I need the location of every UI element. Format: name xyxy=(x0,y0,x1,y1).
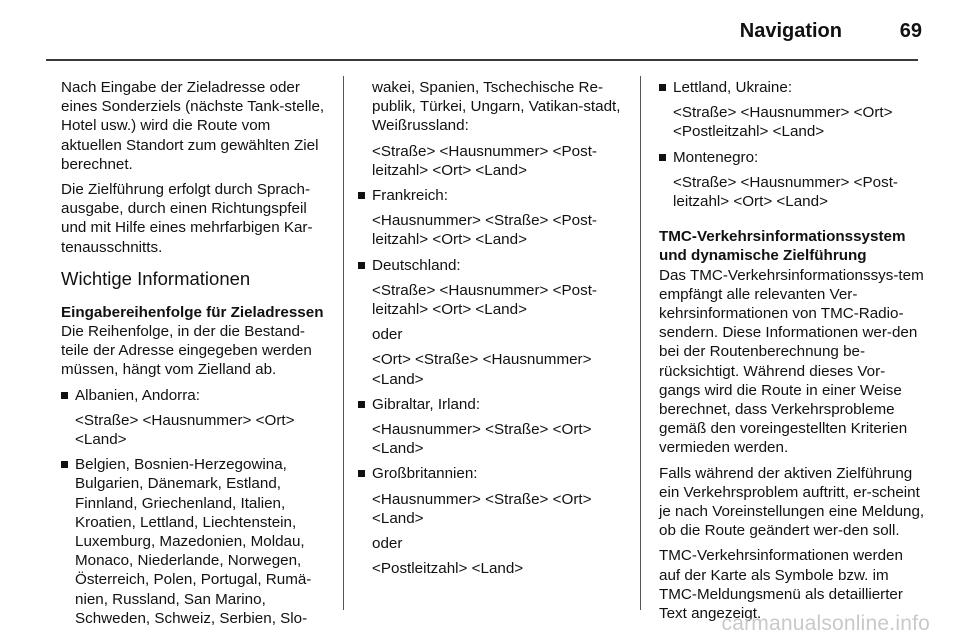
tmc-paragraph: Das TMC-Verkehrsinformationssys-tem empfängt alle relevanten Ver-kehrsinformationen von TMC-Radio-sendern. Diese Informationen wer-den bei der Routenberechnung be-rücksichtigt. Während dieses Vor-gangs wird die Route in einer Weise berechnet, dass Verkehrsprobleme gemäß den voreingestellten Kriterien vermieden werden. xyxy=(659,266,924,457)
country-label: Deutschland: xyxy=(372,256,461,274)
list-item xyxy=(358,464,624,483)
square-bullet-icon xyxy=(358,262,365,269)
guidance-paragraph: Die Zielführung erfolgt durch Sprach-ausgabe, durch einen Richtungspfeil und mit Hilfe eines mehrfarbigen Kar-tenausschnitts. xyxy=(61,181,313,256)
address-format: <Straße> <Hausnummer> <Post-leitzahl> <Ort> <Land> xyxy=(372,142,597,179)
list-item xyxy=(61,455,327,628)
address-format: <Hausnummer> <Straße> <Ort> <Land> xyxy=(372,421,592,458)
alternative-word: oder xyxy=(372,326,403,344)
square-bullet-icon xyxy=(61,392,68,399)
watermark: carmanualsonline.info xyxy=(721,612,930,635)
list-item xyxy=(358,395,624,414)
alternative-word: oder xyxy=(372,535,403,553)
square-bullet-icon xyxy=(358,470,365,477)
country-label: Lettland, Ukraine: xyxy=(673,79,793,96)
traffic-problem-paragraph: Falls während der aktiven Zielführung ein Verkehrsproblem auftritt, er-scheint je nach Voreinstellungen eine Meldung, ob die Route geändert wer-den soll. xyxy=(659,464,925,540)
column-3 xyxy=(659,78,925,629)
address-format: <Straße> <Hausnummer> <Post-leitzahl> <Ort> <Land> xyxy=(372,281,597,319)
address-format: <Straße> <Hausnummer> <Ort> <Land> xyxy=(75,411,295,449)
subheading: Eingabereihenfolge für Zieladressen xyxy=(61,303,324,321)
address-format: <Hausnummer> <Straße> <Post-leitzahl> <Ort> <Land> xyxy=(372,212,597,249)
list-item xyxy=(358,256,624,275)
tmc-subheading: TMC-Verkehrsinformationssystem und dynamische Zielführung xyxy=(659,228,906,265)
section-heading: Wichtige Informationen xyxy=(61,267,251,289)
address-format-alt: <Ort> <Straße> <Hausnummer> <Land> xyxy=(372,351,592,388)
country-label: Gibraltar, Irland: xyxy=(372,395,481,413)
tmc-display-paragraph: TMC-Verkehrsinformationen werden auf der Karte als Symbole bzw. im TMC-Meldungsmenü als detaillierter Text angezeigt. xyxy=(659,547,903,623)
country-label: Montenegro: xyxy=(673,148,759,166)
column-1 xyxy=(61,78,327,634)
column-divider-2 xyxy=(640,76,641,610)
address-format-alt: <Postleitzahl> <Land> xyxy=(372,560,524,578)
section-title: Navigation xyxy=(739,20,842,42)
address-format: <Hausnummer> <Straße> <Ort> <Land> xyxy=(372,490,592,527)
order-paragraph: Die Reihenfolge, in der die Bestand-teile der Adresse eingegeben werden müssen, hängt vom Zielland ab. xyxy=(61,323,312,379)
square-bullet-icon xyxy=(358,192,365,199)
country-label: Belgien, Bosnien-Herzegowina, Bulgarien, Dänemark, Estland, Finnland, Griechenland, Italien, Kroatien, Lettland, Liechtenstein, Luxemburg, Mazedonien, Moldau, Monaco, Niederlande, Norwegen, Österreich, Polen, Portugal, Rumä-nien, Russland, San Marino, Schweden, Schweiz, Serbien, Slo- xyxy=(75,456,312,627)
list-item xyxy=(358,186,624,205)
country-label: Frankreich: xyxy=(372,187,448,205)
square-bullet-icon xyxy=(358,401,365,408)
column-2 xyxy=(358,78,624,584)
country-label: Albanien, Andorra: xyxy=(75,386,200,404)
country-label: Großbritannien: xyxy=(372,465,478,483)
list-item xyxy=(659,148,925,167)
list-item xyxy=(659,78,925,97)
square-bullet-icon xyxy=(659,154,666,161)
page-number: 69 xyxy=(899,20,922,42)
address-format: <Straße> <Hausnummer> <Post-leitzahl> <Ort> <Land> xyxy=(673,173,898,211)
country-label-continued: wakei, Spanien, Tschechische Re-publik, Türkei, Ungarn, Vatikan-stadt, Weißrussland: xyxy=(372,79,621,135)
header-divider xyxy=(46,59,918,61)
square-bullet-icon xyxy=(61,461,68,468)
intro-paragraph: Nach Eingabe der Zieladresse oder eines Sonderziels (nächste Tank-stelle, Hotel usw.) wird die Route vom aktuellen Standort zum gewählten Ziel berechnet. xyxy=(61,79,325,173)
column-divider-1 xyxy=(343,76,344,610)
square-bullet-icon xyxy=(659,84,666,91)
address-format: <Straße> <Hausnummer> <Ort> <Postleitzahl> <Land> xyxy=(673,104,893,141)
list-item xyxy=(61,386,327,405)
page-header xyxy=(0,0,960,60)
